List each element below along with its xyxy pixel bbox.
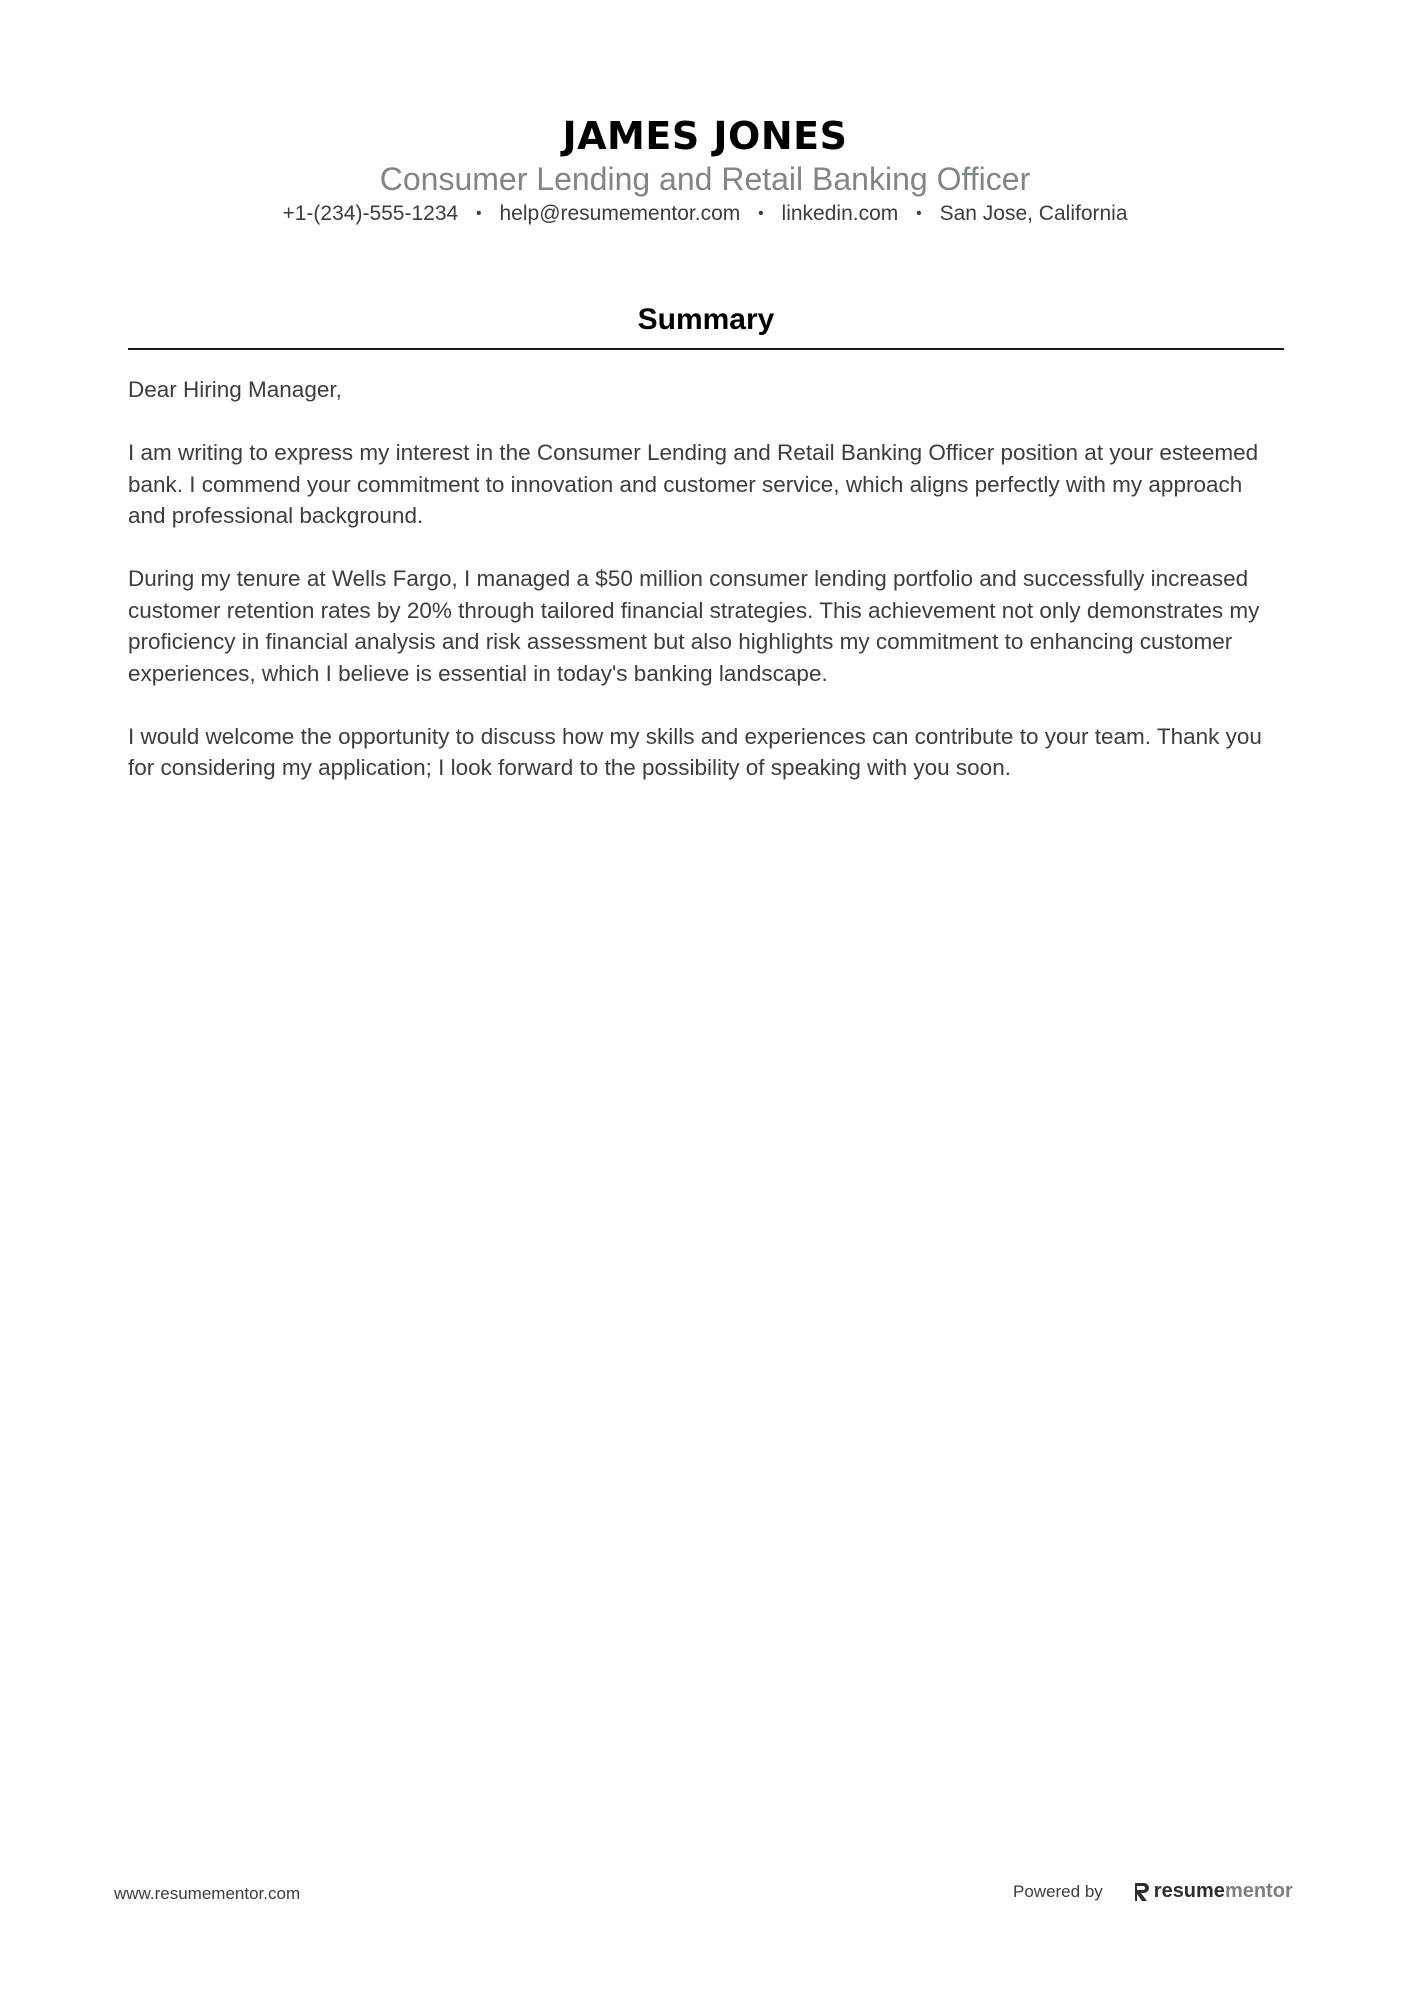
contact-phone: +1-(234)-555-1234 xyxy=(282,202,459,225)
footer-powered-by xyxy=(1013,1880,1293,1903)
contact-linkedin[interactable]: linkedin.com xyxy=(781,202,899,225)
resume-header xyxy=(0,112,1410,228)
contact-email[interactable]: help@resumementor.com xyxy=(499,202,741,225)
resumementor-logo-icon xyxy=(1133,1882,1150,1902)
letter-salutation: Dear Hiring Manager, xyxy=(128,377,342,402)
footer-website[interactable]: www.resumementor.com xyxy=(114,1884,301,1903)
job-title: Consumer Lending and Retail Banking Officer xyxy=(379,161,1031,197)
brand-name-light: mentor xyxy=(1224,1880,1293,1902)
section-title: Summary xyxy=(128,300,1284,350)
brand-logo[interactable] xyxy=(1133,1880,1293,1903)
cover-letter-body xyxy=(128,374,1284,784)
letter-paragraph: I am writing to express my interest in the Consumer Lending and Retail Banking Officer position at your esteemed bank. I commend your commitment to innovation and customer service, which aligns perfectly with my approach and professional background. xyxy=(128,440,1259,528)
contact-separator: • xyxy=(916,205,922,222)
contact-separator: • xyxy=(476,205,482,222)
letter-paragraph: During my tenure at Wells Fargo, I managed a $50 million consumer lending portfolio and successfully increased customer retention rates by 20% through tailored financial strategies. This achievement not only demonstrates my proficiency in financial analysis and risk assessment but also highlights my commitment to enhancing customer experiences, which I believe is essential in today's banking landscape. xyxy=(128,566,1260,686)
contact-separator: • xyxy=(758,205,764,222)
brand-name-bold: resume xyxy=(1153,1880,1225,1902)
contact-location: San Jose, California xyxy=(939,202,1128,225)
contact-line xyxy=(0,200,1410,228)
summary-section xyxy=(128,300,1284,815)
letter-paragraph: I would welcome the opportunity to discuss how my skills and experiences can contribute to your team. Thank you for considering my application; I look forward to the possibility of speaking with you soon. xyxy=(128,723,1262,780)
candidate-name: JAMES JONES xyxy=(562,114,848,158)
powered-by-label: Powered by xyxy=(1013,1881,1103,1901)
